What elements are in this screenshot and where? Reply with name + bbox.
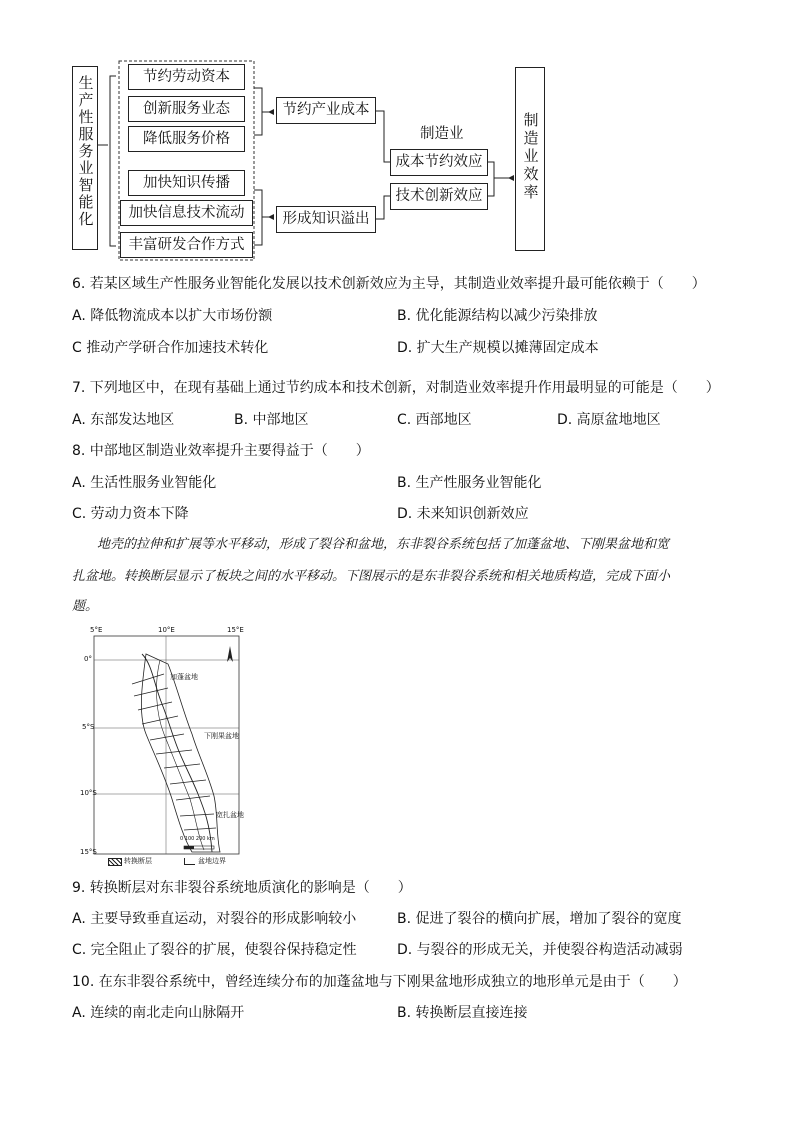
factor-speed-knowledge: [128, 170, 245, 196]
right-box-text: 制造业效率: [521, 112, 540, 202]
passage-line-1: 地壳的拉伸和扩展等水平移动，形成了裂谷和盆地，东非裂谷系统包括了加蓬盆地、下刚果盆地和宽: [97, 537, 670, 552]
factor-lower-price: [128, 126, 245, 152]
legend-boundary-label: 盆地边界: [198, 857, 226, 865]
lat-label-5s: 5°S: [82, 723, 95, 731]
group-label-manufacturing: 制造业: [420, 126, 464, 142]
effect-tech-innovation: [390, 183, 488, 210]
fault-legend-icon: [108, 858, 122, 866]
question-8-stem: 8. 中部地区制造业效率提升主要得益于（ ）: [72, 443, 370, 459]
factor-innovate-business: [128, 96, 245, 122]
q9-option-c[interactable]: C. 完全阻止了裂谷的扩展，使裂谷保持稳定性: [72, 942, 357, 958]
basin-label-kwanza: 宽扎盆地: [216, 811, 244, 819]
effect-label: 技术创新效应: [395, 188, 483, 204]
factor-label: 加快信息技术流动: [128, 205, 245, 221]
coastline: [142, 654, 212, 852]
q7-option-c[interactable]: C. 西部地区: [397, 412, 472, 428]
boundary-legend-icon: [184, 858, 195, 865]
q9-option-a[interactable]: A. 主要导致垂直运动，对裂谷的形成影响较小: [72, 911, 357, 927]
factor-label: 丰富研发合作方式: [128, 237, 245, 253]
q9-option-d[interactable]: D. 与裂谷的形成无关，并使裂谷构造活动减弱: [397, 942, 683, 958]
basin-boundary: [141, 654, 220, 852]
basin-label-gabon: 加蓬盆地: [170, 673, 198, 681]
factor-save-labor-capital: [128, 64, 245, 90]
lat-label-15s: 15°S: [80, 848, 97, 856]
factor-label: 创新服务业态: [143, 101, 230, 117]
q6-option-b[interactable]: B. 优化能源结构以减少污染排放: [397, 308, 598, 324]
north-arrow-icon: [227, 646, 233, 662]
mid-box-save-cost: [276, 97, 376, 124]
map-scale-label: 0 100 200 km: [180, 836, 215, 842]
passage-line-2: 扎盆地。转换断层显示了板块之间的水平移动。下图展示的是东非裂谷系统和相关地质构造，完成下面小: [72, 569, 671, 584]
flow-diagram: [0, 0, 794, 262]
lon-label-10e: 10°E: [158, 626, 175, 634]
lat-label-0: 0°: [84, 655, 92, 663]
rift-map: [80, 624, 255, 869]
q6-option-c[interactable]: C 推动产学研合作加速技术转化: [72, 340, 269, 356]
basin-label-lower-congo: 下刚果盆地: [204, 732, 239, 740]
question-7-stem: 7. 下列地区中，在现有基础上通过节约成本和技术创新，对制造业效率提升作用最明显的可能是（ ）: [72, 380, 720, 396]
q6-option-a[interactable]: A. 降低物流成本以扩大市场份额: [72, 308, 273, 324]
lon-label-5e: 5°E: [90, 626, 103, 634]
question-10-stem: 10. 在东非裂谷系统中，曾经连续分布的加蓬盆地与下刚果盆地形成独立的地形单元是由于（ ）: [72, 974, 687, 990]
rift-map-svg: [80, 624, 255, 869]
left-box-text: 生产性服务业智能化: [76, 75, 95, 228]
q8-option-a[interactable]: A. 生活性服务业智能化: [72, 475, 217, 491]
factor-rd-cooperation: [120, 232, 253, 258]
mid-bottom-label: 形成知识溢出: [282, 211, 370, 227]
question-9-stem: 9. 转换断层对东非裂谷系统地质演化的影响是（ ）: [72, 880, 412, 896]
lon-label-15e: 15°E: [227, 626, 244, 634]
legend-fault-label: 转换断层: [124, 857, 152, 865]
passage-line-3: 题。: [72, 599, 99, 614]
effect-cost-saving: [390, 149, 488, 176]
q10-option-b[interactable]: B. 转换断层直接连接: [397, 1005, 528, 1021]
q9-option-b[interactable]: B. 促进了裂谷的横向扩展，增加了裂谷的宽度: [397, 911, 682, 927]
q7-option-a[interactable]: A. 东部发达地区: [72, 412, 175, 428]
factor-label: 加快知识传播: [143, 175, 230, 191]
lat-label-10s: 10°S: [80, 789, 97, 797]
factor-label: 降低服务价格: [143, 131, 230, 147]
q6-option-d[interactable]: D. 扩大生产规模以摊薄固定成本: [397, 340, 599, 356]
question-6-stem: 6. 若某区域生产性服务业智能化发展以技术创新效应为主导，其制造业效率提升最可能依赖于（ ）: [72, 276, 706, 292]
factor-speed-it-flow: [120, 200, 253, 226]
effect-label: 成本节约效应: [395, 154, 483, 170]
q10-option-a[interactable]: A. 连续的南北走向山脉隔开: [72, 1005, 245, 1021]
q7-option-d[interactable]: D. 高原盆地地区: [557, 412, 661, 428]
q8-option-c[interactable]: C. 劳动力资本下降: [72, 506, 189, 522]
factor-label: 节约劳动资本: [143, 69, 230, 85]
q7-option-b[interactable]: B. 中部地区: [234, 412, 309, 428]
q8-option-d[interactable]: D. 未来知识创新效应: [397, 506, 529, 522]
map-legend: [108, 856, 248, 868]
right-box-efficiency: [515, 67, 545, 251]
q8-option-b[interactable]: B. 生产性服务业智能化: [397, 475, 542, 491]
mid-box-knowledge-spillover: [276, 206, 376, 233]
mid-top-label: 节约产业成本: [282, 102, 370, 118]
left-box-intelligent-services: [72, 66, 98, 250]
